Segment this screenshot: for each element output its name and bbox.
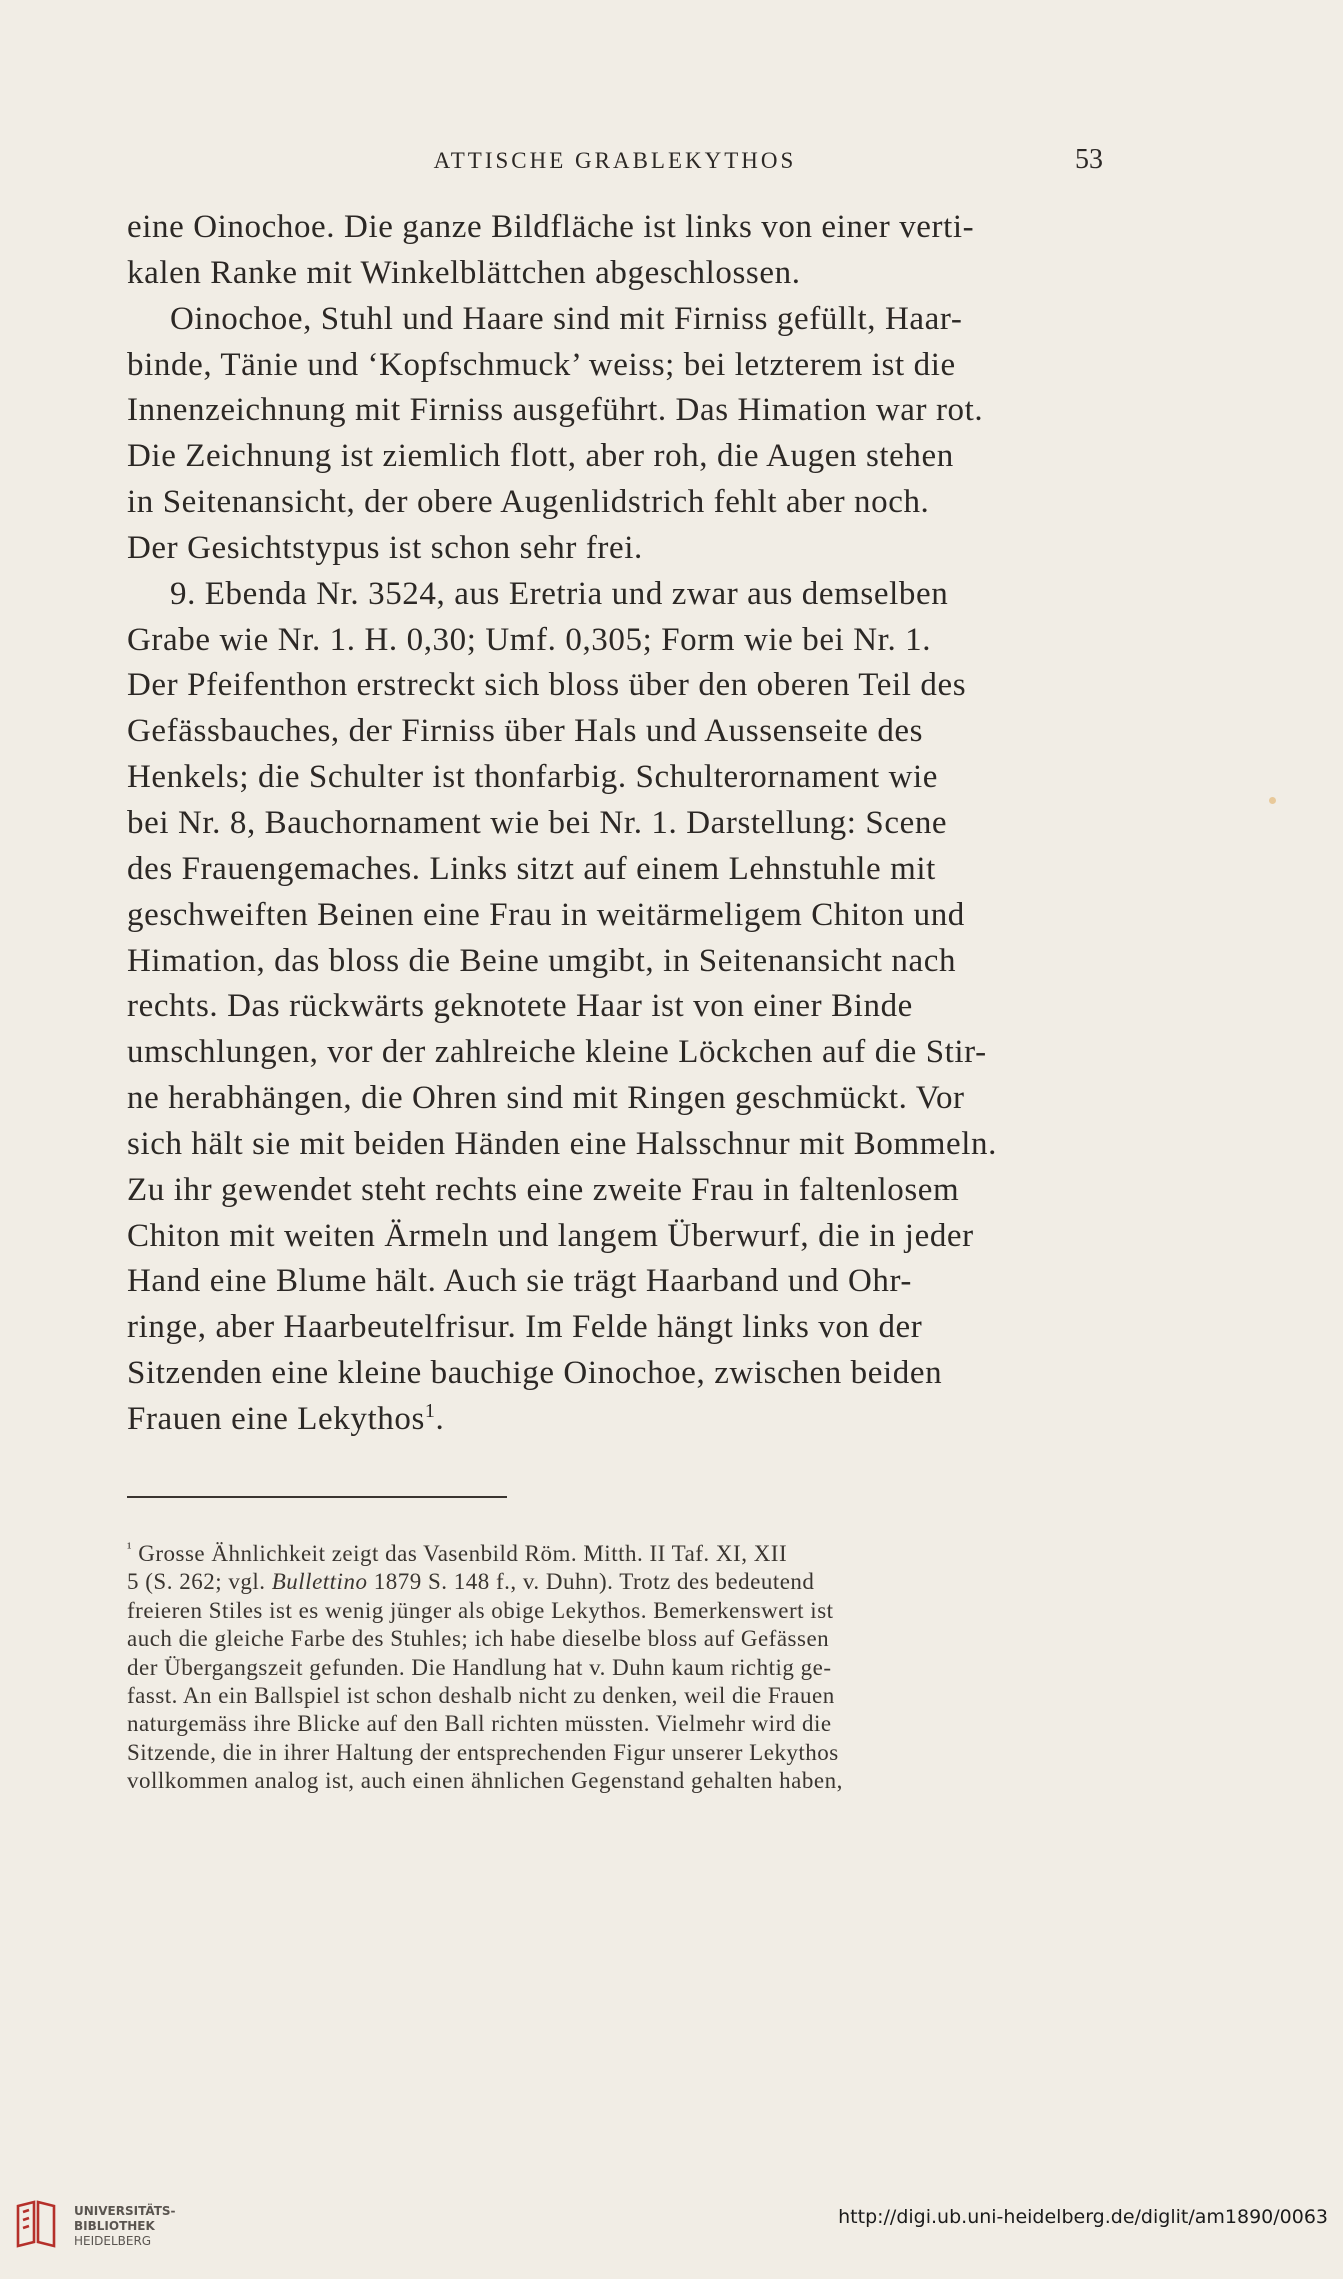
footnote-line: auch die gleiche Farbe des Stuhles; ich habe dieselbe bloss auf Gefässen bbox=[127, 1626, 830, 1652]
body-line: Die Zeichnung ist ziemlich flott, aber roh, die Augen stehen bbox=[127, 438, 954, 475]
footnote-line bbox=[127, 1568, 1103, 1596]
library-line-2: BIBLIOTHEK bbox=[74, 2219, 155, 2233]
body-line: ne herabhängen, die Ohren sind mit Ringen geschmückt. Vor bbox=[127, 1080, 965, 1117]
footnote-line: naturgemäss ihre Blicke auf den Ball richten müssten. Vielmehr wird die bbox=[127, 1711, 832, 1737]
body-line-text: Frauen eine Lekythos bbox=[127, 1400, 425, 1437]
body-line: Der Pfeifenthon erstreckt sich bloss über den oberen Teil des bbox=[127, 667, 967, 704]
library-line-3: HEIDELBERG bbox=[74, 2234, 152, 2248]
paper-spot bbox=[1269, 797, 1276, 804]
library-line-1: UNIVERSITÄTS- bbox=[74, 2204, 176, 2218]
body-text bbox=[127, 205, 1103, 1443]
page-number: 53 bbox=[1075, 144, 1103, 175]
body-line: sich hält sie mit beiden Händen eine Halsschnur mit Bommeln. bbox=[127, 1125, 997, 1162]
footnote-line: freieren Stiles ist es wenig jünger als obige Lekythos. Bemerkenswert ist bbox=[127, 1597, 834, 1623]
body-line-last: Frauen eine Lekythos$^1$. bbox=[127, 1399, 445, 1437]
body-line: Der Gesichtstypus ist schon sehr frei. bbox=[127, 529, 643, 566]
body-line: ringe, aber Haarbeutelfrisur. Im Felde hängt links von der bbox=[127, 1309, 923, 1346]
body-line: Sitzenden eine kleine bauchige Oinochoe, zwischen beiden bbox=[127, 1355, 943, 1392]
body-line: Grabe wie Nr. 1. H. 0,30; Umf. 0,305; Form wie bei Nr. 1. bbox=[127, 621, 932, 658]
footnote-line: der Übergangszeit gefunden. Die Handlung hat v. Duhn kaum richtig ge- bbox=[127, 1654, 832, 1680]
body-line: umschlungen, vor der zahlreiche kleine Löckchen auf die Stir- bbox=[127, 1034, 987, 1071]
running-title: ATTISCHE GRABLEKYTHOS bbox=[433, 148, 797, 173]
footnote-italic: Bullettino bbox=[271, 1569, 368, 1595]
footnote-line: vollkommen analog ist, auch einen ähnlichen Gegenstand gehalten haben, bbox=[127, 1768, 843, 1794]
body-line: Hand eine Blume hält. Auch sie trägt Haarband und Ohr- bbox=[127, 1263, 913, 1300]
page-footer bbox=[0, 2180, 1343, 2279]
page-header bbox=[127, 144, 1103, 188]
body-line: Innenzeichnung mit Firniss ausgeführt. Das Himation war rot. bbox=[127, 392, 984, 429]
library-logo-icon[interactable] bbox=[14, 2198, 58, 2250]
footnote-line bbox=[127, 1540, 1103, 1568]
body-line: binde, Tänie und ‘Kopfschmuck’ weiss; bei letzterem ist die bbox=[127, 346, 956, 383]
body-line: kalen Ranke mit Winkelblättchen abgeschlossen. bbox=[127, 254, 801, 291]
footnote-line: fasst. An ein Ballspiel ist schon deshalb nicht zu denken, weil die Frauen bbox=[127, 1682, 835, 1708]
body-line: Henkels; die Schulter ist thonfarbig. Schulterornament wie bbox=[127, 759, 939, 796]
body-line: Oinochoe, Stuhl und Haare sind mit Firniss gefüllt, Haar- bbox=[170, 300, 963, 337]
source-url-link[interactable]: http://digi.ub.uni-heidelberg.de/diglit/am1890/0063 bbox=[838, 2206, 1328, 2228]
footnote-text: 5 (S. 262; vgl. bbox=[127, 1569, 272, 1595]
body-line: eine Oinochoe. Die ganze Bildfläche ist links von einer verti- bbox=[127, 209, 975, 245]
footnote-line: Sitzende, die in ihrer Haltung der entsprechenden Figur unserer Lekythos bbox=[127, 1739, 839, 1765]
body-line: Himation, das bloss die Beine umgibt, in Seitenansicht nach bbox=[127, 942, 957, 979]
body-line: geschweiften Beinen eine Frau in weitärmeligem Chiton und bbox=[127, 896, 965, 933]
body-line: bei Nr. 8, Bauchornament wie bei Nr. 1. Darstellung: Scene bbox=[127, 804, 948, 841]
footnote-text: 1879 S. 148 f., v. Duhn). Trotz des bedeutend bbox=[367, 1569, 815, 1595]
library-name[interactable] bbox=[74, 2204, 176, 2249]
footnote-reference[interactable]: 1 bbox=[424, 1399, 436, 1422]
body-line: in Seitenansicht, der obere Augenlidstrich fehlt aber noch. bbox=[127, 484, 930, 521]
footnote-text: Grosse Ähnlichkeit zeigt das Vasenbild Röm. Mitth. II Taf. XI, XII bbox=[138, 1541, 788, 1566]
body-line: Gefässbauches, der Firniss über Hals und Aussenseite des bbox=[127, 713, 924, 750]
footnotes bbox=[127, 1540, 1103, 1796]
body-line: Chiton mit weiten Ärmeln und langem Überwurf, die in jeder bbox=[127, 1217, 974, 1254]
body-line: rechts. Das rückwärts geknotete Haar ist von einer Binde bbox=[127, 988, 913, 1025]
footnote-marker: ¹ bbox=[127, 1540, 132, 1557]
footnote-rule bbox=[127, 1496, 507, 1498]
body-line: des Frauengemaches. Links sitzt auf einem Lehnstuhle mit bbox=[127, 850, 936, 887]
body-line: 9. Ebenda Nr. 3524, aus Eretria und zwar aus demselben bbox=[170, 575, 949, 612]
body-line: Zu ihr gewendet steht rechts eine zweite Frau in faltenlosem bbox=[127, 1171, 960, 1208]
